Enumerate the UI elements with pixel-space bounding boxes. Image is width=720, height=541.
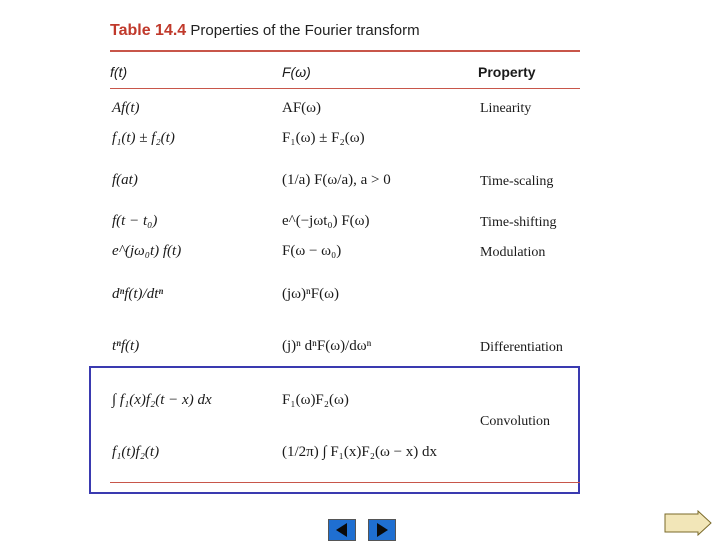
row-timeshift-prop: Time-shifting bbox=[480, 215, 557, 230]
row-timescaling-ft: f(at) bbox=[112, 172, 138, 188]
row-timeshift-ft: f(t − t₀) bbox=[112, 213, 158, 229]
row-linearity-prop: Linearity bbox=[480, 101, 532, 116]
row-product-ft: f₁(t)f₂(t) bbox=[112, 444, 160, 460]
row-linearity-ft: Af(t) bbox=[112, 100, 140, 116]
row-timescaling-prop: Time-scaling bbox=[480, 174, 554, 189]
row-modulation-ft: e^(jω₀t) f(t) bbox=[112, 243, 182, 259]
row-differentiation-Fw: (j)ⁿ dⁿF(ω)/dωⁿ bbox=[282, 338, 372, 354]
row-product-Fw: (1/2π) ∫ F₁(x)F₂(ω − x) dx bbox=[282, 444, 438, 460]
row-differentiation-ft: tⁿf(t) bbox=[112, 338, 140, 354]
row-modulation-prop: Modulation bbox=[480, 245, 546, 260]
convolution-highlight-box bbox=[89, 366, 580, 494]
table-number: Table 14.4 bbox=[110, 22, 187, 39]
top-rule bbox=[110, 50, 580, 52]
next-arrow-icon bbox=[369, 520, 395, 540]
row-convolution-ft: ∫ f₁(x)f₂(t − x) dx bbox=[112, 392, 212, 408]
row-timescaling-Fw: (1/a) F(ω/a), a > 0 bbox=[282, 172, 391, 188]
next-page-icon bbox=[664, 510, 712, 536]
row-linearity-Fw: AF(ω) bbox=[282, 100, 322, 116]
row-derivative-ft: dⁿf(t)/dtⁿ bbox=[112, 286, 164, 302]
table-caption: Properties of the Fourier transform bbox=[190, 22, 420, 39]
row-sum-Fw: F₁(ω) ± F₂(ω) bbox=[282, 130, 365, 146]
row-timeshift-Fw: e^(−jωt₀) F(ω) bbox=[282, 213, 370, 229]
header-ft: f(t) bbox=[110, 64, 128, 80]
row-derivative-Fw: (jω)ⁿF(ω) bbox=[282, 286, 339, 302]
header-rule bbox=[110, 88, 580, 89]
bottom-rule bbox=[110, 482, 580, 483]
prev-arrow-icon bbox=[329, 520, 355, 540]
row-differentiation-prop: Differentiation bbox=[480, 340, 563, 355]
row-convolution-Fw: F₁(ω)F₂(ω) bbox=[282, 392, 349, 408]
row-convolution-prop: Convolution bbox=[480, 414, 551, 429]
next-page-button[interactable] bbox=[664, 510, 712, 536]
header-property: Property bbox=[478, 64, 536, 80]
header-Fw: F(ω) bbox=[282, 64, 311, 80]
next-button[interactable] bbox=[368, 519, 396, 541]
table-title bbox=[110, 22, 420, 40]
row-sum-ft: f₁(t) ± f₂(t) bbox=[112, 130, 175, 146]
row-modulation-Fw: F(ω − ω₀) bbox=[282, 243, 342, 259]
prev-button[interactable] bbox=[328, 519, 356, 541]
